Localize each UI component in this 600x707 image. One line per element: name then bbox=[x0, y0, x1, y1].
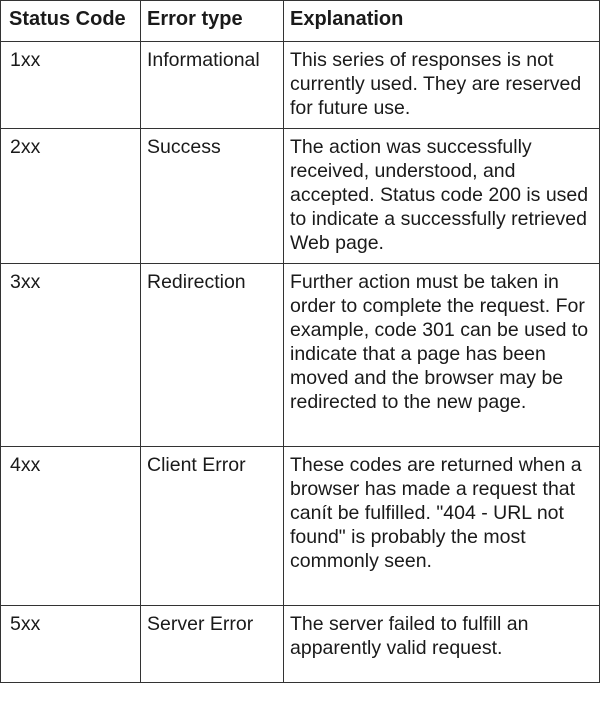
error-type-cell: Redirection bbox=[141, 264, 284, 447]
error-type-cell: Server Error bbox=[141, 606, 284, 683]
explanation-cell: The server failed to fulfill an apparently valid request. bbox=[284, 606, 600, 683]
status-code-cell: 3xx bbox=[1, 264, 141, 447]
status-code-cell: 2xx bbox=[1, 129, 141, 264]
status-code-cell: 4xx bbox=[1, 447, 141, 606]
error-type-cell: Informational bbox=[141, 42, 284, 129]
table-body bbox=[1, 42, 600, 683]
table-row bbox=[1, 129, 600, 264]
status-code-cell: 1xx bbox=[1, 42, 141, 129]
table-row bbox=[1, 606, 600, 683]
explanation-cell: These codes are returned when a browser has made a request that canít be fulfilled. "404 - URL not found" is probably the most commonly seen. bbox=[284, 447, 600, 606]
header-status-code: Status Code bbox=[1, 1, 141, 42]
error-type-cell: Success bbox=[141, 129, 284, 264]
table-header bbox=[1, 1, 600, 42]
status-code-cell: 5xx bbox=[1, 606, 141, 683]
header-explanation: Explanation bbox=[284, 1, 600, 42]
header-error-type: Error type bbox=[141, 1, 284, 42]
explanation-cell: This series of responses is not currently used. They are reserved for future use. bbox=[284, 42, 600, 129]
table-row bbox=[1, 42, 600, 129]
error-type-cell: Client Error bbox=[141, 447, 284, 606]
table-row bbox=[1, 447, 600, 606]
header-row bbox=[1, 1, 600, 42]
explanation-cell: Further action must be taken in order to complete the request. For example, code 301 can be used to indicate that a page has been moved and the browser may be redirected to the new page. bbox=[284, 264, 600, 447]
table-row bbox=[1, 264, 600, 447]
explanation-cell: The action was successfully received, understood, and accepted. Status code 200 is used to indicate a successfully retrieved Web page. bbox=[284, 129, 600, 264]
